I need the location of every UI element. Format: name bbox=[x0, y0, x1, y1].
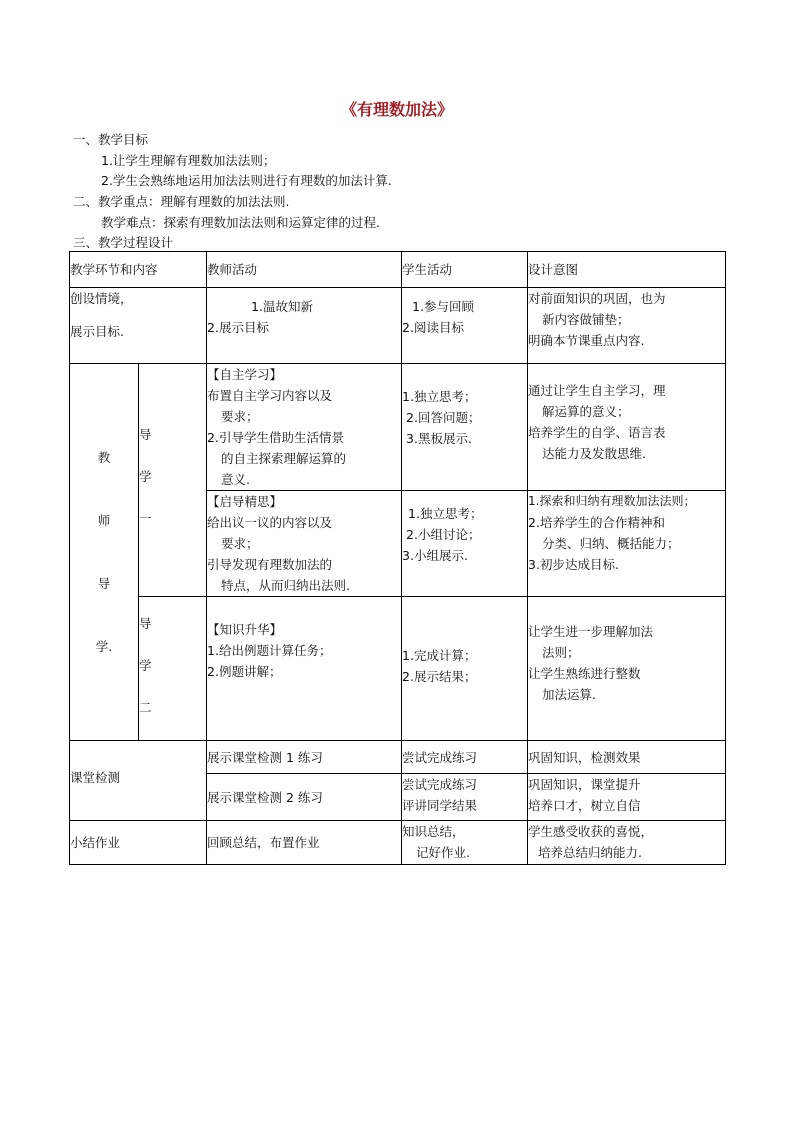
teacher-text: 2.展示目标 bbox=[207, 320, 269, 335]
student-text: 3.黑板展示. bbox=[406, 431, 472, 446]
teacher-cell: 展示课堂检测 2 练习 bbox=[207, 774, 402, 821]
student-cell bbox=[402, 774, 528, 821]
intent-text: 新内容做铺垫； bbox=[542, 312, 630, 327]
intent-text: 法则； bbox=[542, 645, 580, 660]
teacher-text: 的自主探索理解运算的 bbox=[221, 451, 347, 466]
table-row bbox=[70, 364, 726, 491]
header-intent: 设计意图 bbox=[528, 252, 726, 288]
header-stage: 教学环节和内容 bbox=[70, 252, 207, 288]
teacher-text: 意义. bbox=[221, 472, 250, 487]
intent-text: 学生感受收获的喜悦， bbox=[528, 824, 654, 839]
student-text: 2.阅读目标 bbox=[402, 320, 464, 335]
intent-cell bbox=[528, 597, 726, 741]
table-row bbox=[70, 821, 726, 865]
label-char: 学. bbox=[95, 639, 113, 654]
student-text: 2.展示结果； bbox=[402, 669, 477, 684]
teacher-text: 给出议一议的内容以及 bbox=[207, 515, 333, 530]
intent-text: 让学生进一步理解加法 bbox=[528, 624, 654, 639]
check-label: 课堂检测 bbox=[70, 741, 207, 821]
intent-text: 明确本节课重点内容. bbox=[528, 333, 645, 348]
label-char: 师 bbox=[97, 513, 111, 528]
document-title: 《有理数加法》 bbox=[340, 100, 453, 119]
intent-cell bbox=[528, 491, 726, 597]
intent-cell: 巩固知识，检测效果 bbox=[528, 741, 726, 774]
stage-text: 展示目标. bbox=[70, 324, 124, 339]
intent-cell bbox=[528, 821, 726, 865]
intent-text: 培养学生的自学、语言表 bbox=[528, 425, 666, 440]
teacher-cell: 回顾总结，布置作业 bbox=[207, 821, 402, 865]
intent-text: 培养口才，树立自信 bbox=[528, 798, 641, 813]
table-header-row bbox=[70, 252, 726, 288]
intent-text: 达能力及发散思维. bbox=[542, 446, 646, 461]
teacher-guide-label bbox=[70, 364, 139, 741]
label-char: 教 bbox=[97, 450, 111, 465]
intent-text: 对前面知识的巩固，也为 bbox=[528, 291, 666, 306]
teacher-text: 2.引导学生借助生活情景 bbox=[207, 430, 344, 445]
label-char: 导 bbox=[139, 427, 152, 442]
teacher-cell bbox=[207, 364, 402, 491]
student-cell bbox=[402, 288, 528, 364]
label-char: 一 bbox=[139, 511, 152, 526]
intent-cell bbox=[528, 288, 726, 364]
intent-text: 加法运算. bbox=[542, 687, 596, 702]
student-text: 尝试完成练习 bbox=[402, 777, 478, 792]
table-row bbox=[70, 597, 726, 741]
student-text: 1.完成计算； bbox=[402, 648, 477, 663]
stage-cell bbox=[70, 288, 207, 364]
student-text: 2.回答问题； bbox=[406, 410, 481, 425]
teacher-text: 特点，从而归纳出法则. bbox=[221, 578, 350, 593]
teacher-text: 1.给出例题计算任务； bbox=[207, 643, 332, 658]
label-char: 学 bbox=[139, 658, 152, 673]
teacher-text: 要求； bbox=[221, 536, 259, 551]
student-cell: 尝试完成练习 bbox=[402, 741, 528, 774]
teacher-text: 引导发现有理数加法的 bbox=[207, 557, 333, 572]
teacher-cell bbox=[207, 491, 402, 597]
intent-cell bbox=[528, 364, 726, 491]
intent-text: 3.初步达成目标. bbox=[528, 557, 619, 572]
label-char: 学 bbox=[139, 469, 152, 484]
objective-item-1: 1.让学生理解有理数加法法则； bbox=[101, 153, 276, 168]
label-char: 二 bbox=[139, 700, 152, 715]
label-char: 导 bbox=[139, 616, 152, 631]
table-row bbox=[70, 741, 726, 774]
guide-2-label bbox=[139, 597, 207, 741]
student-cell bbox=[402, 597, 528, 741]
intent-text: 2.培养学生的合作精神和 bbox=[528, 515, 665, 530]
header-student: 学生活动 bbox=[402, 252, 528, 288]
intent-text: 解运算的意义； bbox=[542, 404, 630, 419]
teacher-cell bbox=[207, 288, 402, 364]
student-text: 记好作业. bbox=[416, 845, 470, 860]
section-objectives-heading: 一、教学目标 bbox=[73, 132, 149, 147]
teacher-cell: 展示课堂检测 1 练习 bbox=[207, 741, 402, 774]
table-row bbox=[70, 288, 726, 364]
intent-text: 让学生熟练进行整数 bbox=[528, 666, 641, 681]
objective-item-2: 2.学生会熟练地运用加法法则进行有理数的加法计算. bbox=[101, 173, 392, 188]
teacher-text: 要求； bbox=[221, 409, 259, 424]
teacher-text: 【自主学习】 bbox=[207, 367, 283, 382]
student-text: 1.独立思考； bbox=[402, 389, 477, 404]
stage-text: 创设情境， bbox=[70, 291, 133, 306]
student-cell bbox=[402, 491, 528, 597]
summary-label: 小结作业 bbox=[70, 821, 207, 865]
difficulty-line: 教学难点：探索有理数加法法则和运算定律的过程. bbox=[101, 215, 380, 230]
student-cell bbox=[402, 821, 528, 865]
student-text: 2.小组讨论； bbox=[406, 527, 481, 542]
intent-cell bbox=[528, 774, 726, 821]
intent-text: 1.探索和归纳有理数加法法则； bbox=[528, 494, 696, 508]
intent-text: 培养总结归纳能力. bbox=[538, 845, 642, 860]
student-cell bbox=[402, 364, 528, 491]
student-text: 1.独立思考； bbox=[408, 506, 483, 521]
header-teacher: 教师活动 bbox=[207, 252, 402, 288]
teacher-text: 【知识升华】 bbox=[207, 622, 283, 637]
teacher-text: 1.温故知新 bbox=[251, 299, 313, 314]
label-char: 导 bbox=[97, 576, 111, 591]
student-text: 3.小组展示. bbox=[402, 548, 468, 563]
intent-text: 巩固知识，课堂提升 bbox=[528, 777, 641, 792]
teacher-text: 2.例题讲解； bbox=[207, 664, 282, 679]
section-keypoint-heading: 二、教学重点：理解有理数的加法法则. bbox=[73, 194, 290, 209]
teacher-text: 布置自主学习内容以及 bbox=[207, 388, 333, 403]
student-text: 1.参与回顾 bbox=[412, 299, 474, 314]
student-text: 评讲同学结果 bbox=[402, 798, 478, 813]
student-text: 知识总结， bbox=[402, 824, 465, 839]
guide-1-label bbox=[139, 364, 207, 597]
section-process-heading: 三、教学过程设计 bbox=[73, 235, 174, 250]
teacher-cell bbox=[207, 597, 402, 741]
lesson-plan-table bbox=[69, 251, 726, 865]
intent-text: 分类、归纳、概括能力； bbox=[542, 536, 680, 551]
intent-text: 通过让学生自主学习，理 bbox=[528, 383, 666, 398]
teacher-text: 【启导精思】 bbox=[207, 494, 283, 509]
